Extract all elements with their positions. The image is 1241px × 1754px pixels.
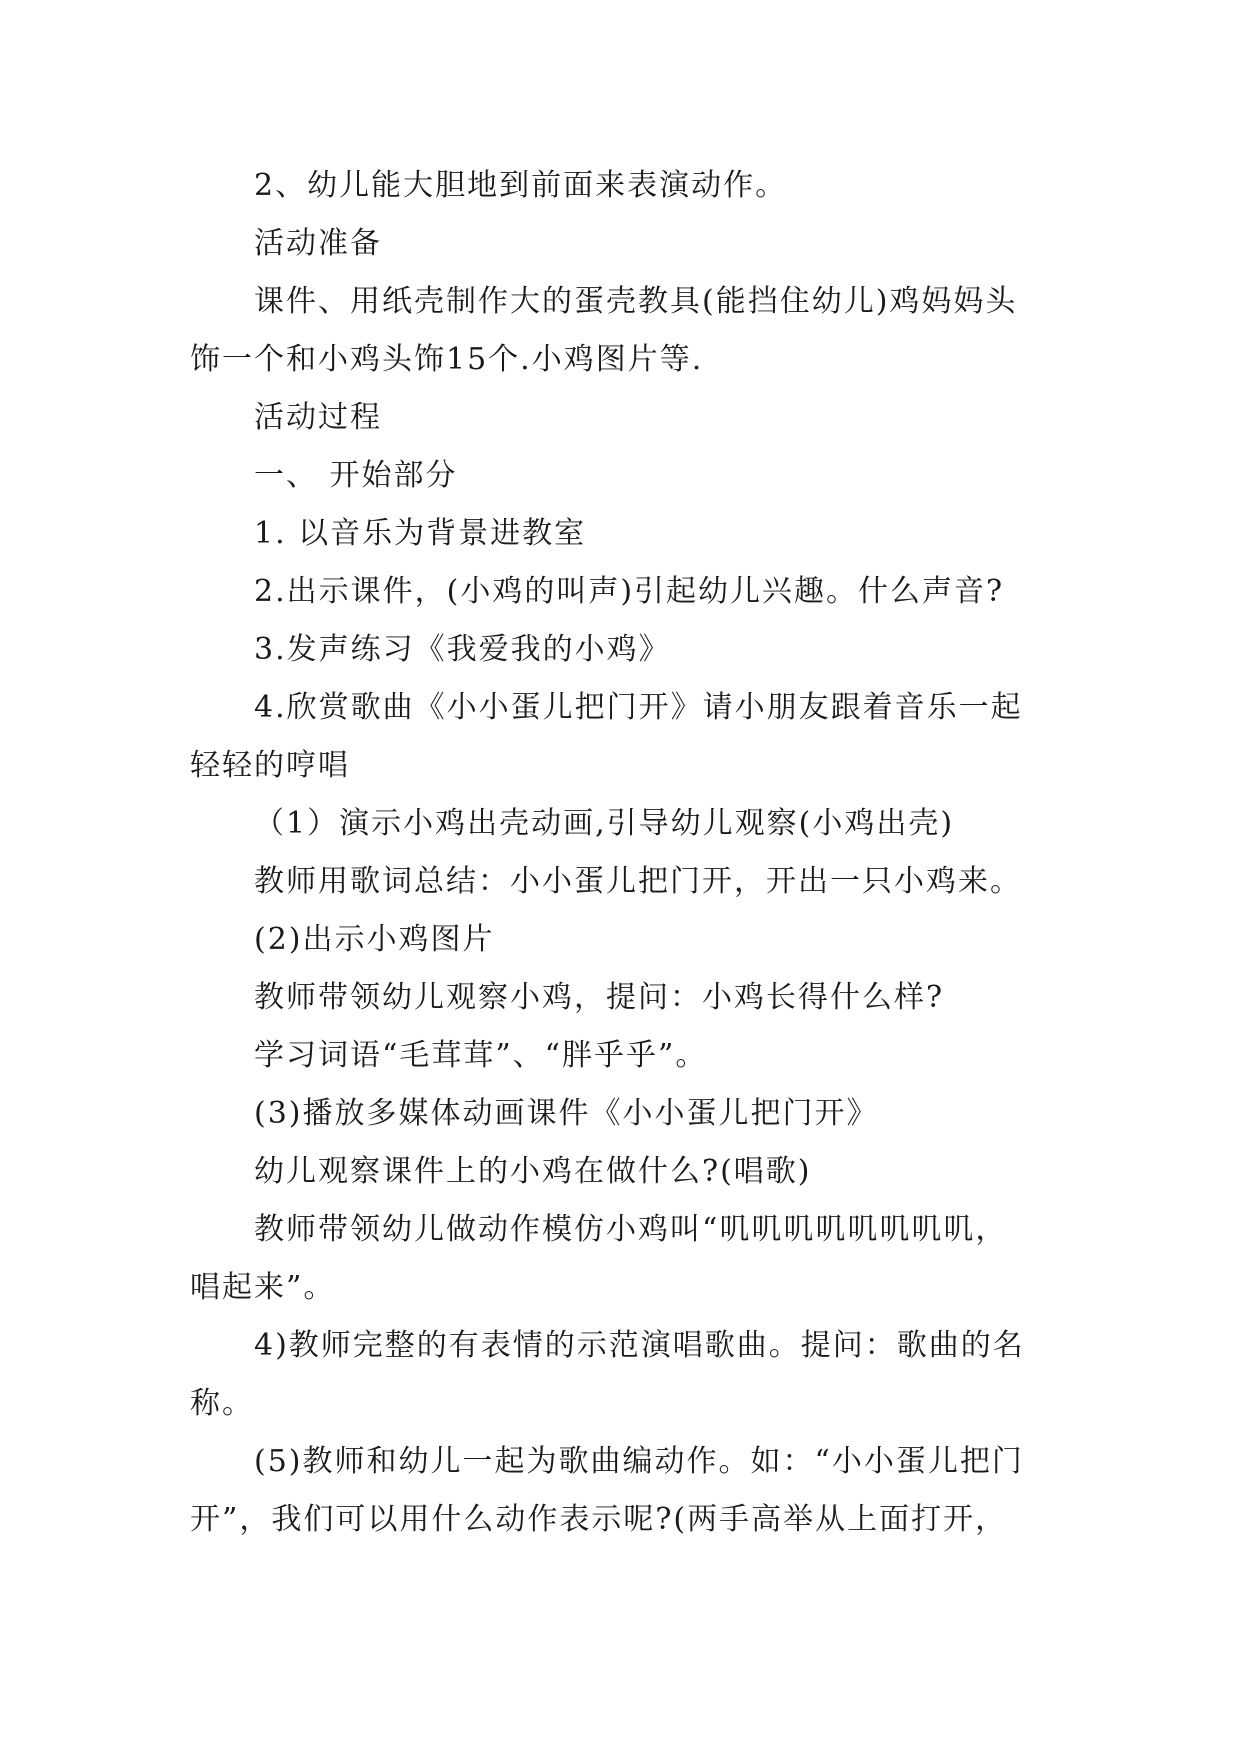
paragraph-line: 幼儿观察课件上的小鸡在做什么?(唱歌) [254, 1154, 812, 1189]
paragraph-line: 饰一个和小鸡头饰15个.小鸡图片等. [190, 342, 704, 377]
list-item: 2.出示课件，(小鸡的叫声)引起幼儿兴趣。什么声音? [254, 574, 1005, 609]
subsection-heading: 一、 开始部分 [254, 458, 458, 493]
paragraph-line: 教师带领幼儿做动作模仿小鸡叫“叽叽叽叽叽叽叽叽， [254, 1212, 1008, 1247]
paragraph-line: 轻轻的哼唱 [190, 748, 350, 783]
paragraph-line: 称。 [190, 1386, 254, 1421]
paragraph-line: 2、幼儿能大胆地到前面来表演动作。 [254, 168, 788, 203]
list-item: 1. 以音乐为背景进教室 [254, 516, 587, 551]
paragraph-line: 教师带领幼儿观察小鸡，提问：小鸡长得什么样? [254, 980, 945, 1015]
paragraph-line: 学习词语“毛茸茸”、“胖乎乎”。 [254, 1038, 708, 1073]
section-heading: 活动过程 [254, 400, 382, 435]
paragraph-line: 开”，我们可以用什么动作表示呢?(两手高举从上面打开， [190, 1502, 1008, 1537]
paragraph-line: 教师用歌词总结：小小蛋儿把门开，开出一只小鸡来。 [254, 864, 1022, 899]
list-item: (3)播放多媒体动画课件《小小蛋儿把门开》 [254, 1096, 879, 1131]
section-heading: 活动准备 [254, 226, 382, 261]
paragraph-line: 唱起来”。 [190, 1270, 336, 1305]
list-item: 4.欣赏歌曲《小小蛋儿把门开》请小朋友跟着音乐一起 [254, 690, 1023, 725]
list-item: 4)教师完整的有表情的示范演唱歌曲。提问：歌曲的名 [254, 1328, 1025, 1363]
list-item: 3.发声练习《我爱我的小鸡》 [254, 632, 671, 667]
list-item: （1）演示小鸡出壳动画,引导幼儿观察(小鸡出壳) [254, 806, 955, 841]
paragraph-line: 课件、用纸壳制作大的蛋壳教具(能挡住幼儿)鸡妈妈头 [254, 284, 1018, 319]
list-item: (5)教师和幼儿一起为歌曲编动作。如：“小小蛋儿把门 [254, 1444, 1024, 1479]
list-item: (2)出示小鸡图片 [254, 922, 495, 957]
